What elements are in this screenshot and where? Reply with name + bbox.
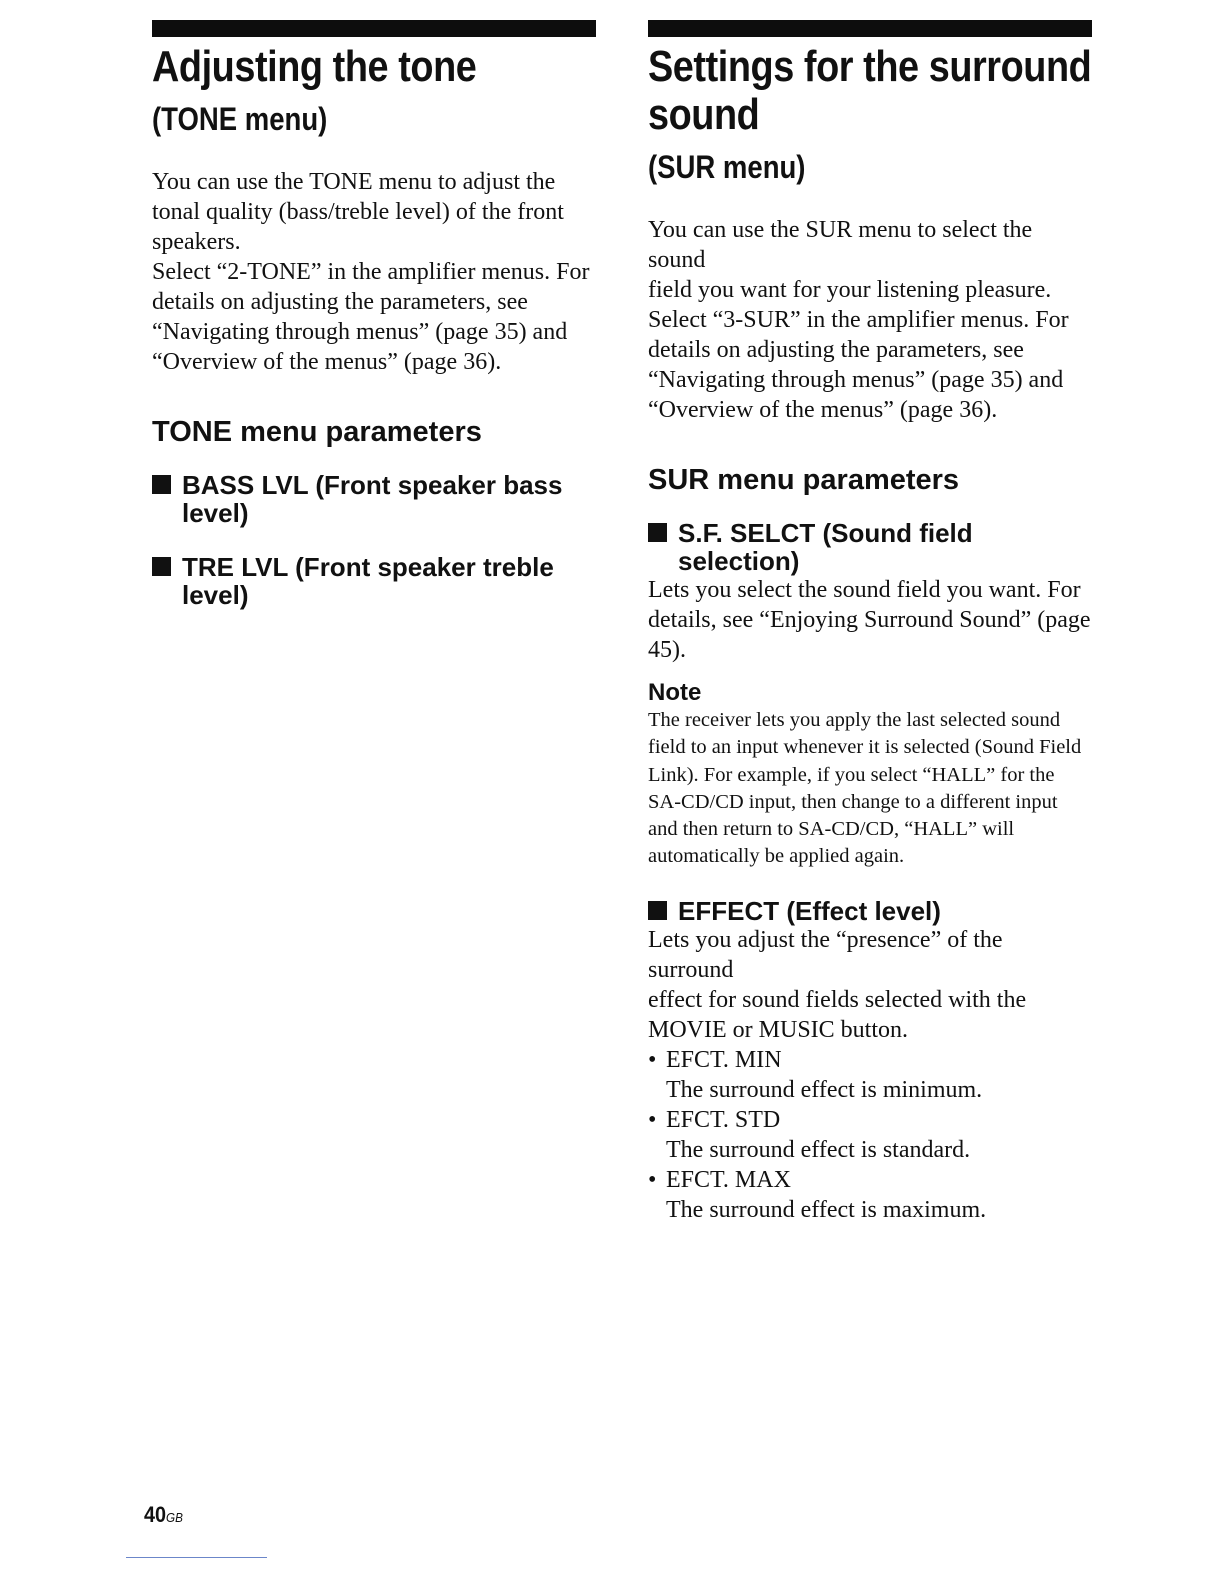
heading-line: TRE LVL (Front speaker treble (182, 552, 554, 582)
option-desc: The surround effect is maximum. (666, 1196, 987, 1223)
square-bullet-icon (648, 901, 667, 920)
text-line: details on adjusting the parameters, see (152, 289, 528, 315)
heading-line: BASS LVL (Front speaker bass (182, 470, 563, 500)
text-line: Select “2-TONE” in the amplifier menus. For (152, 259, 590, 285)
text-line: Link). For example, if you select “HALL” for the (648, 763, 1055, 786)
square-bullet-icon (152, 557, 171, 576)
tone-intro-paragraph (152, 167, 596, 377)
page-number-suffix: GB (166, 1510, 183, 1525)
sf-selct-description (648, 575, 1092, 665)
page-number (144, 1502, 183, 1531)
option-name: EFCT. STD (666, 1106, 781, 1133)
text-line: field you want for your listening pleasure. (648, 277, 1052, 303)
bullet-dot-icon: • (648, 1106, 657, 1133)
text-line: SA-CD/CD input, then change to a different input (648, 790, 1058, 813)
bullet-dot-icon: • (648, 1046, 657, 1073)
list-item (648, 1165, 1092, 1225)
square-bullet-icon (648, 523, 667, 542)
note-heading: Note (648, 679, 702, 706)
effect-description (648, 925, 1092, 1045)
text-line: You can use the TONE menu to adjust the (152, 169, 556, 195)
text-line: Lets you adjust the “presence” of the surround (648, 926, 1003, 983)
heading-line: EFFECT (Effect level) (678, 895, 941, 926)
text-line: You can use the SUR menu to select the sound (648, 217, 1033, 273)
text-line: 45). (648, 637, 686, 663)
text-line: Select “3-SUR” in the amplifier menus. For (648, 307, 1069, 333)
page-number-value: 40 (144, 1502, 167, 1527)
sur-menu-subtitle: (SUR menu) (648, 149, 806, 185)
tone-menu-subtitle: (TONE menu) (152, 101, 328, 137)
effect-options-list (648, 1045, 1092, 1225)
title-bar-rule (152, 20, 596, 37)
tre-lvl-heading (152, 553, 596, 609)
page-title-surround (648, 42, 1092, 139)
left-column (152, 20, 596, 609)
option-desc: The surround effect is standard. (666, 1136, 971, 1163)
option-name: EFCT. MIN (666, 1046, 782, 1073)
sur-intro-paragraph (648, 215, 1092, 425)
list-item (648, 1105, 1092, 1165)
square-bullet-icon (152, 475, 171, 494)
bullet-dot-icon: • (648, 1166, 657, 1193)
option-name: EFCT. MAX (666, 1166, 791, 1193)
text-line: and then return to SA-CD/CD, “HALL” will (648, 818, 1015, 841)
footer-rule (126, 1557, 267, 1558)
text-line: “Overview of the menus” (page 36). (152, 349, 502, 375)
heading-line: level) (182, 498, 249, 528)
heading-line: S.F. SELCT (Sound field (678, 518, 973, 548)
right-column (648, 20, 1092, 1225)
tone-parameters-heading: TONE menu parameters (152, 416, 482, 448)
text-line: effect for sound fields selected with the (648, 986, 1027, 1013)
text-line: The receiver lets you apply the last selected sound (648, 709, 1061, 731)
list-item (648, 1045, 1092, 1105)
effect-heading (648, 897, 1092, 925)
text-line: field to an input whenever it is selected (Sound Field (648, 736, 1082, 759)
page-title-tone: Adjusting the tone (152, 42, 477, 91)
text-line: speakers. (152, 229, 241, 255)
text-line: “Navigating through menus” (page 35) and (648, 367, 1064, 393)
text-line: automatically be applied again. (648, 845, 905, 868)
sf-selct-heading (648, 519, 1092, 575)
text-line: Lets you select the sound field you want. For (648, 577, 1081, 603)
note-body (648, 707, 1092, 871)
heading-line: level) (182, 580, 249, 610)
sur-parameters-heading: SUR menu parameters (648, 464, 960, 496)
title-line: sound (648, 90, 760, 139)
title-line: Settings for the surround (648, 42, 1092, 91)
heading-line: selection) (678, 546, 800, 576)
option-desc: The surround effect is minimum. (666, 1076, 983, 1103)
text-line: MOVIE or MUSIC button. (648, 1016, 909, 1043)
text-line: details on adjusting the parameters, see (648, 337, 1024, 363)
text-line: details, see “Enjoying Surround Sound” (page (648, 607, 1091, 633)
text-line: “Navigating through menus” (page 35) and (152, 319, 568, 345)
text-line: tonal quality (bass/treble level) of the front (152, 199, 564, 225)
bass-lvl-heading (152, 471, 596, 527)
text-line: “Overview of the menus” (page 36). (648, 397, 998, 423)
title-bar-rule (648, 20, 1092, 37)
